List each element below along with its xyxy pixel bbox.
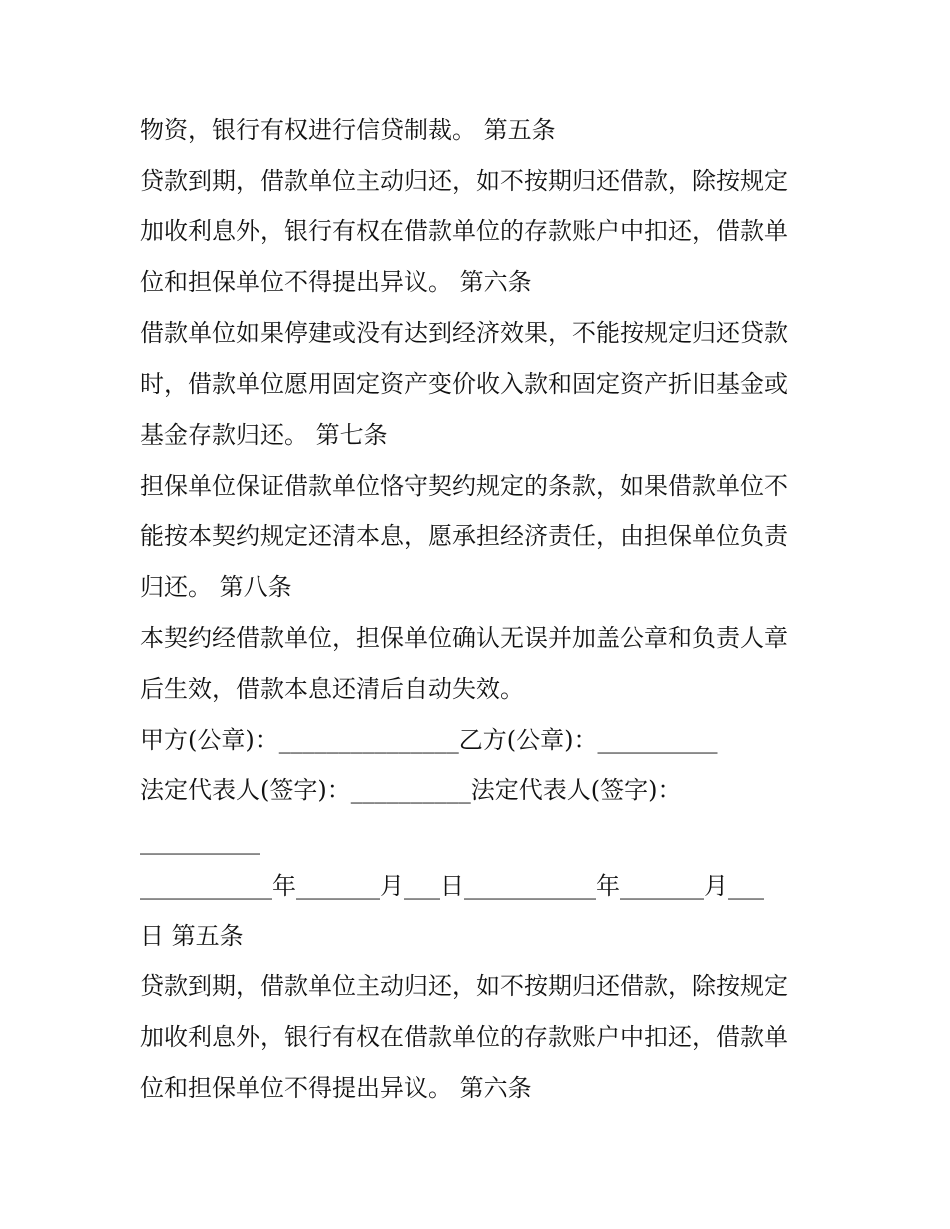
text-line-2: 贷款到期，借款单位主动归还，如不按期归还借款，除按规定 [140, 167, 788, 195]
text-line-8: 担保单位保证借款单位恪守契约规定的条款，如果借款单位不 [140, 472, 788, 500]
text-line-11: 本契约经借款单位，担保单位确认无误并加盖公章和负责人章 [140, 624, 788, 652]
date-line: ___________年_______月___日___________年_______月___ [140, 872, 764, 900]
text-line-17: 日 第五条 [140, 922, 244, 950]
text-line-5: 借款单位如果停建或没有达到经济效果，不能按规定归还贷款 [140, 319, 788, 347]
text-line-3: 加收利息外，银行有权在借款单位的存款账户中扣还，借款单 [140, 217, 788, 245]
text-line-9: 能按本契约规定还清本息，愿承担经济责任，由担保单位负责 [140, 522, 788, 550]
signature-line-party: 甲方(公章)：_______________乙方(公章)：__________ [140, 726, 718, 754]
text-line-4: 位和担保单位不得提出异议。 第六条 [140, 268, 532, 296]
text-line-10: 归还。 第八条 [140, 573, 292, 601]
text-line-1: 物资，银行有权进行信贷制裁。 第五条 [140, 116, 556, 144]
text-line-20: 位和担保单位不得提出异议。 第六条 [140, 1074, 532, 1102]
text-line-7: 基金存款归还。 第七条 [140, 421, 388, 449]
text-line-19: 加收利息外，银行有权在借款单位的存款账户中扣还，借款单 [140, 1023, 788, 1051]
text-line-18: 贷款到期，借款单位主动归还，如不按期归还借款，除按规定 [140, 972, 788, 1000]
signature-blank: __________ [140, 827, 260, 855]
signature-line-representative: 法定代表人(签字)：__________法定代表人(签字)： [140, 776, 682, 804]
text-line-12: 后生效，借款本息还清后自动失效。 [140, 675, 524, 703]
text-line-6: 时，借款单位愿用固定资产变价收入款和固定资产折旧基金或 [140, 370, 788, 398]
